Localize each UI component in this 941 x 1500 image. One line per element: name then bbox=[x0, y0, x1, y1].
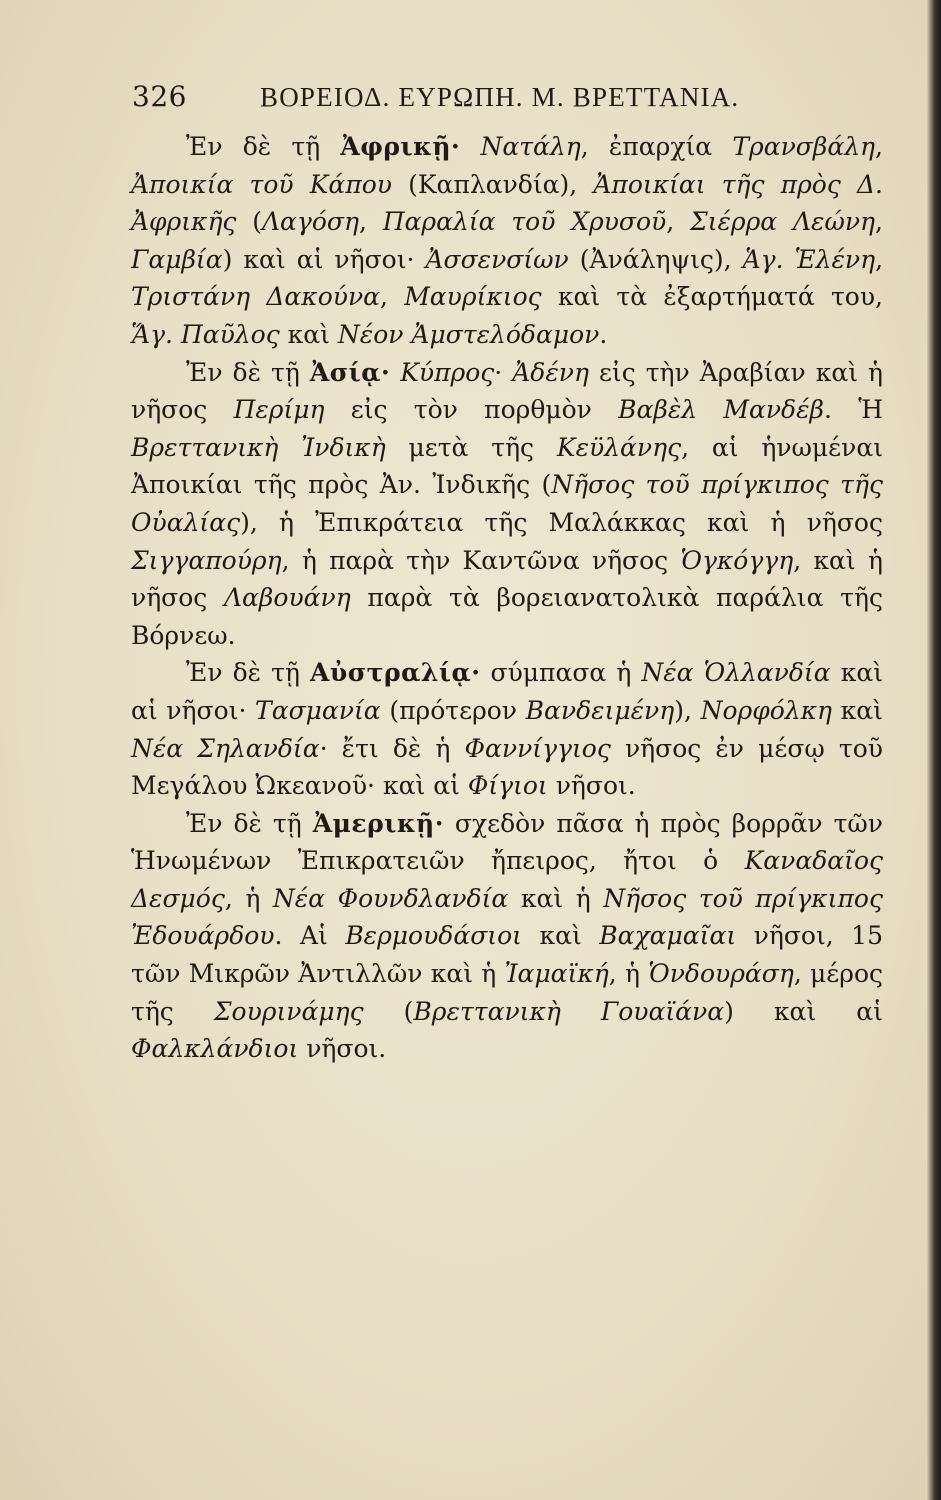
text-run: καὶ αἱ νῆσοι· bbox=[131, 658, 884, 725]
text-run: νῆσοι. bbox=[298, 1034, 387, 1064]
text-run: Ἐν δὲ τῇ bbox=[186, 132, 341, 161]
place-name: Νέα Σηλανδία bbox=[131, 733, 320, 763]
text-run: Ἐν δὲ τῇ bbox=[186, 357, 310, 387]
text-run: Ἐν δὲ τῇ bbox=[186, 808, 313, 838]
text-run: καὶ bbox=[832, 695, 883, 725]
place-name: Παραλία τοῦ Χρυσοῦ bbox=[382, 207, 667, 237]
text-run bbox=[250, 282, 266, 311]
place-name: Ἰαμαϊκή bbox=[504, 959, 609, 989]
page-number: 326 bbox=[132, 80, 187, 113]
text-run: , ἡ παρὰ τὴν Καντῶνα νῆσος bbox=[281, 545, 681, 575]
place-name: Ὁγκόγγη bbox=[680, 545, 794, 575]
text-run bbox=[390, 358, 400, 387]
place-name: Ἁγ. Ἑλένη bbox=[742, 244, 876, 274]
place-name: Νῆσος τοῦ πρίγκιπος Ἐδουάρδου bbox=[131, 883, 883, 951]
place-name: Νέον Ἀμστελόδαμον bbox=[337, 319, 600, 349]
paragraph-asia bbox=[131, 354, 883, 655]
text-run: · bbox=[494, 357, 513, 387]
text-run: . Ἡ bbox=[823, 395, 883, 425]
place-name: Δακούνα bbox=[266, 282, 381, 312]
place-name: Σουρινάμης bbox=[213, 996, 364, 1026]
page-edge-shadow bbox=[927, 0, 941, 1500]
text-run: νῆσος ἐν μέσῳ τοῦ Μεγάλου Ὠκεανοῦ· καὶ αἱ bbox=[131, 733, 883, 801]
text-run: (πρότερον bbox=[380, 695, 526, 725]
place-name: Γαμβία bbox=[131, 244, 223, 274]
place-name: Ὁνδουράση bbox=[648, 959, 794, 989]
text-run: ) καὶ αἱ νῆσοι· bbox=[222, 244, 426, 274]
place-name: Φαλκλάνδιοι bbox=[131, 1034, 299, 1064]
place-name: Φαννίγγιος bbox=[464, 733, 611, 763]
page-header bbox=[132, 80, 772, 124]
place-name: Ἀδένη bbox=[512, 357, 589, 387]
text-run: ) καὶ αἱ bbox=[724, 996, 883, 1026]
place-name: Βαβὲλ Μανδέβ bbox=[618, 395, 824, 425]
section-heading: Ἀφρικῇ· bbox=[340, 132, 461, 161]
place-name: Νέα Ὁλλανδία bbox=[641, 658, 831, 688]
place-name: Νορφόλκη bbox=[700, 695, 833, 725]
running-head: ΒΟΡΕΙΟΔ. ΕΥΡΩΠΗ. Μ. ΒΡΕΤΤΑΝΙΑ. bbox=[260, 82, 740, 112]
text-run: καὶ ἡ bbox=[508, 883, 604, 913]
paragraph-america bbox=[131, 805, 883, 1068]
place-name: Βρεττανικὴ Γουαϊάνα bbox=[413, 996, 725, 1026]
text-run: , καὶ ἡ νῆσος bbox=[131, 545, 883, 613]
paragraph-africa bbox=[131, 128, 883, 354]
text-run: ), ἡ Ἐπικράτεια τῆς Μαλάκκας καὶ ἡ νῆσος bbox=[240, 507, 883, 537]
place-name: Βρεττανικὴ Ἰνδικὴ bbox=[131, 432, 386, 462]
text-run: , ἐπαρχία bbox=[580, 132, 733, 161]
place-name: Σιγγαπούρη bbox=[131, 545, 282, 575]
text-run: , bbox=[380, 282, 405, 312]
text-run: , αἱ ἡνωμέναι Ἀποικίαι τῆς πρὸς Ἀν. Ἰνδικῆς ( bbox=[131, 432, 884, 500]
text-run: Ἐν δὲ τῇ bbox=[186, 658, 310, 688]
place-name: Βερμουδάσιοι bbox=[345, 921, 522, 951]
text-run: εἰς τὴν Ἀραβίαν καὶ ἡ νῆσος bbox=[131, 357, 883, 425]
text-run: σχεδὸν πᾶσα ἡ πρὸς βορρᾶν τῶν Ἡνωμένων Ἐπικρατειῶν ἤπειρος, ἤτοι ὁ bbox=[131, 808, 884, 876]
place-name: Σιέρρα Λεώνη bbox=[690, 207, 876, 237]
place-name: Καναδαῖος Δεσμός bbox=[131, 846, 883, 913]
place-name: Νῆσος τοῦ πρίγκιπος τῆς Οὐαλίας bbox=[131, 470, 883, 537]
section-heading: Ἀσίᾳ· bbox=[309, 357, 391, 387]
section-heading: Ἀμερικῇ· bbox=[312, 808, 444, 838]
text-run bbox=[460, 132, 480, 161]
text-run: νῆσοι, 15 τῶν Μικρῶν Ἀντιλλῶν καὶ ἡ bbox=[131, 921, 883, 989]
place-name: Λαγόση bbox=[262, 207, 359, 237]
text-run: , bbox=[666, 207, 691, 237]
text-run: . Αἱ bbox=[274, 921, 346, 951]
text-run: παρὰ τὰ βορειανατολικὰ παράλια τῆς Βόρνεω. bbox=[131, 583, 883, 650]
text-run: , bbox=[875, 132, 883, 161]
section-heading: Αὐστραλίᾳ· bbox=[310, 658, 481, 688]
text-run: , ἡ bbox=[224, 883, 273, 913]
place-name: Λαβουάνη bbox=[224, 583, 351, 613]
place-name: Βαχαμαῖαι bbox=[599, 921, 737, 951]
text-run: , bbox=[358, 207, 383, 237]
text-run: μετὰ τῆς bbox=[385, 432, 557, 462]
place-name: Νατάλη bbox=[480, 132, 581, 161]
place-name: Ἅγ. Παῦλος bbox=[131, 319, 280, 349]
text-run: καὶ τὰ ἐξαρτήματά του, bbox=[541, 282, 883, 312]
place-name: Ἀσσενσίων bbox=[425, 244, 569, 274]
place-name: Τριστάνη bbox=[131, 282, 251, 312]
text-run: , bbox=[875, 244, 884, 274]
place-name: Τασμανία bbox=[255, 695, 381, 725]
place-name: Περίμη bbox=[233, 395, 325, 425]
place-name: Μαυρίκιος bbox=[404, 282, 542, 312]
text-run: σύμπασα ἡ bbox=[480, 658, 642, 688]
text-run: (Καπλανδία), bbox=[392, 169, 594, 199]
place-name: Κύπρος bbox=[400, 357, 495, 387]
text-run: ( bbox=[363, 996, 414, 1026]
place-name: Ἀποικία τοῦ Κάπου bbox=[131, 169, 392, 199]
paragraph-australia bbox=[131, 654, 883, 804]
place-name: Κεϋλάνης bbox=[556, 432, 682, 462]
text-run: καὶ bbox=[279, 319, 338, 349]
place-name: Φίγιοι bbox=[467, 771, 548, 801]
text-run: , μέρος τῆς bbox=[131, 959, 883, 1026]
text-run: εἰς τὸν πορθμὸν bbox=[324, 395, 619, 425]
text-run: ( bbox=[236, 207, 262, 237]
place-name: Νέα Φουνδλανδία bbox=[272, 883, 509, 913]
text-run: , bbox=[875, 207, 883, 237]
body-text bbox=[131, 128, 883, 1068]
place-name: Τρανσβάλη bbox=[732, 132, 876, 161]
text-run: νῆσοι. bbox=[547, 771, 636, 801]
text-run: (Ἀνάληψις), bbox=[568, 244, 743, 274]
place-name: Βανδειμένη bbox=[525, 695, 675, 725]
text-run: · ἔτι δὲ ἡ bbox=[319, 733, 465, 763]
text-run: καὶ bbox=[521, 921, 600, 951]
text-run: ), bbox=[674, 695, 701, 725]
text-run: . bbox=[599, 319, 608, 349]
text-run: , ἡ bbox=[608, 959, 649, 989]
place-name: Ἀποικίαι τῆς πρὸς Δ. Ἀφρικῆς bbox=[131, 169, 883, 237]
